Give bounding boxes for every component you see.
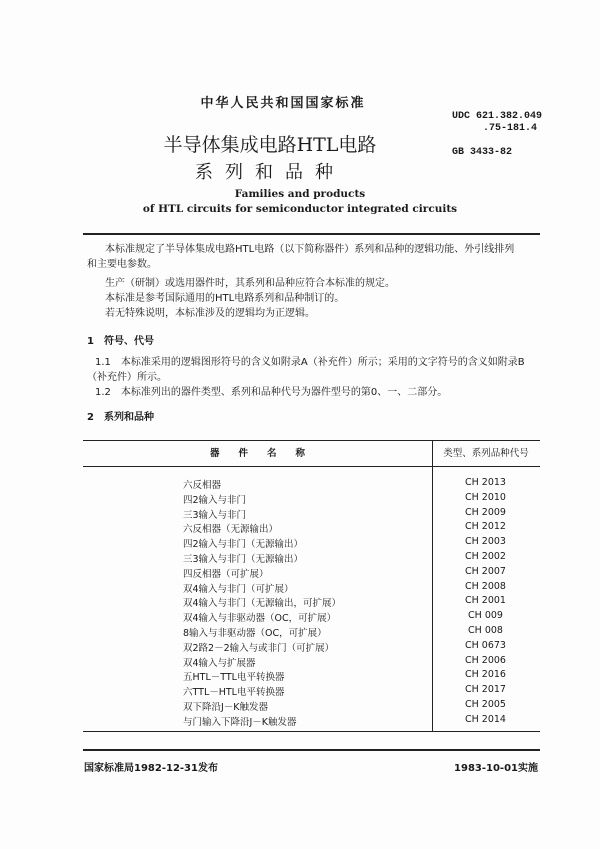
device-name: 双4输入与非驱动器（OC，可扩展）	[183, 613, 337, 625]
gb-number: GB 3433-82	[452, 147, 513, 158]
device-name: 三3输入与非门	[183, 509, 247, 521]
device-code: CH 2016	[465, 669, 506, 681]
section-1-heading: 1 符号、代号	[87, 336, 154, 347]
table-row	[83, 536, 540, 551]
issue-date: 国家标准局1982-12-31发布	[84, 763, 218, 774]
device-name: 六TTL－HTL电平转换器	[183, 687, 285, 699]
device-name: 双4输入与扩展器	[183, 657, 256, 669]
udc-line-2: .75-181.4	[483, 123, 538, 134]
table-row	[83, 595, 540, 610]
device-name: 四2输入与非门	[183, 494, 247, 506]
intro-paragraph: 本标准是参考国际通用的HTL电路系列和品种制订的。	[105, 293, 345, 304]
title-line-1: 半导体集成电路HTL电路	[163, 134, 377, 156]
device-code: CH 2014	[465, 713, 506, 725]
device-code: CH 008	[468, 625, 503, 636]
device-name: 六反相器	[183, 480, 222, 491]
device-name: 四反相器（可扩展）	[183, 568, 269, 580]
intro-paragraph: 本标准规定了半导体集成电路HTL电路（以下简称器件）系列和品种的逻辑功能、外引线排列	[105, 244, 515, 255]
table-row	[83, 551, 540, 566]
device-name: 双4输入与非门（可扩展）	[183, 583, 294, 595]
table-top-rule	[83, 440, 540, 441]
device-code: CH 2006	[465, 654, 506, 666]
clause-1-2: 1.2 本标准列出的器件类型、系列和品种代号为器件型号的第0、一、二部分。	[95, 387, 448, 398]
english-title-1: Families and products	[234, 188, 366, 200]
device-name: 与门输入下降沿J－K触发器	[183, 716, 297, 728]
udc-line-1: UDC 621.382.049	[452, 111, 543, 122]
device-code: CH 2008	[465, 580, 506, 592]
device-code: CH 2012	[465, 521, 506, 533]
device-name: 六反相器（无源输出）	[183, 524, 279, 536]
device-name: 双4输入与非门（无源输出，可扩展）	[183, 598, 342, 610]
table-bottom-rule	[83, 731, 540, 732]
table-row	[83, 507, 540, 522]
table-header-rule	[83, 466, 540, 467]
table-row	[83, 655, 540, 670]
device-name: 三3输入与非门（无源输出）	[183, 554, 304, 565]
device-code: CH 2017	[465, 684, 506, 696]
device-code: CH 2001	[465, 595, 506, 607]
table-row	[83, 492, 540, 507]
device-code: CH 2009	[465, 506, 506, 518]
section-2-heading: 2 系列和品种	[87, 412, 154, 423]
national-standard-label: 中华人民共和国国家标准	[200, 96, 366, 111]
table-row	[83, 699, 540, 714]
table-row	[83, 566, 540, 581]
device-code: CH 2003	[465, 536, 506, 548]
intro-paragraph: 生产（研制）或选用器件时，其系列和品种应符合本标准的规定。	[105, 278, 395, 289]
effective-date: 1983-10-01实施	[454, 763, 538, 774]
device-name: 双下降沿J－K触发器	[183, 702, 269, 713]
table-row	[83, 521, 540, 536]
device-code: CH 2007	[465, 565, 506, 577]
table-row	[83, 610, 540, 625]
device-code: CH 2002	[465, 551, 506, 562]
table-row	[83, 714, 540, 729]
table-header-code: 类型、系列品种代号	[443, 448, 529, 459]
title-line-2: 系列和品种	[195, 162, 345, 183]
device-code: CH 2005	[465, 699, 506, 710]
device-name: 五HTL－TTL电平转换器	[183, 672, 285, 684]
device-code: CH 0673	[465, 639, 506, 651]
device-code: CH 2010	[465, 491, 506, 503]
udc-code	[452, 111, 542, 135]
clause-1-1-cont: （补充件）所示。	[87, 372, 167, 383]
footer-rule	[83, 749, 540, 751]
table-row	[83, 640, 540, 655]
table-row	[83, 581, 540, 596]
device-code: CH 2013	[465, 477, 506, 488]
english-title-2: of HTL circuits for semiconductor integrated circuits	[142, 203, 458, 215]
intro-paragraph: 若无特殊说明，本标准涉及的逻辑均为正逻辑。	[105, 308, 315, 319]
device-name: 8输入与非驱动器（OC，可扩展）	[183, 628, 327, 639]
table-row	[83, 669, 540, 684]
table-header-name: 器 件 名 称	[209, 448, 305, 459]
table-row	[83, 625, 540, 640]
intro-paragraph: 和主要电参数。	[87, 259, 157, 270]
header-rule	[83, 233, 540, 235]
device-code: CH 009	[468, 610, 503, 622]
clause-1-1: 1.1 本标准采用的逻辑图形符号的含义如附录A（补充件）所示；采用的文字符号的含义如附录B	[95, 357, 525, 368]
table-row	[83, 477, 540, 492]
device-name: 双2路2－2输入与或非门（可扩展）	[183, 642, 335, 654]
device-name: 四2输入与非门（无源输出）	[183, 539, 304, 551]
table-row	[83, 684, 540, 699]
